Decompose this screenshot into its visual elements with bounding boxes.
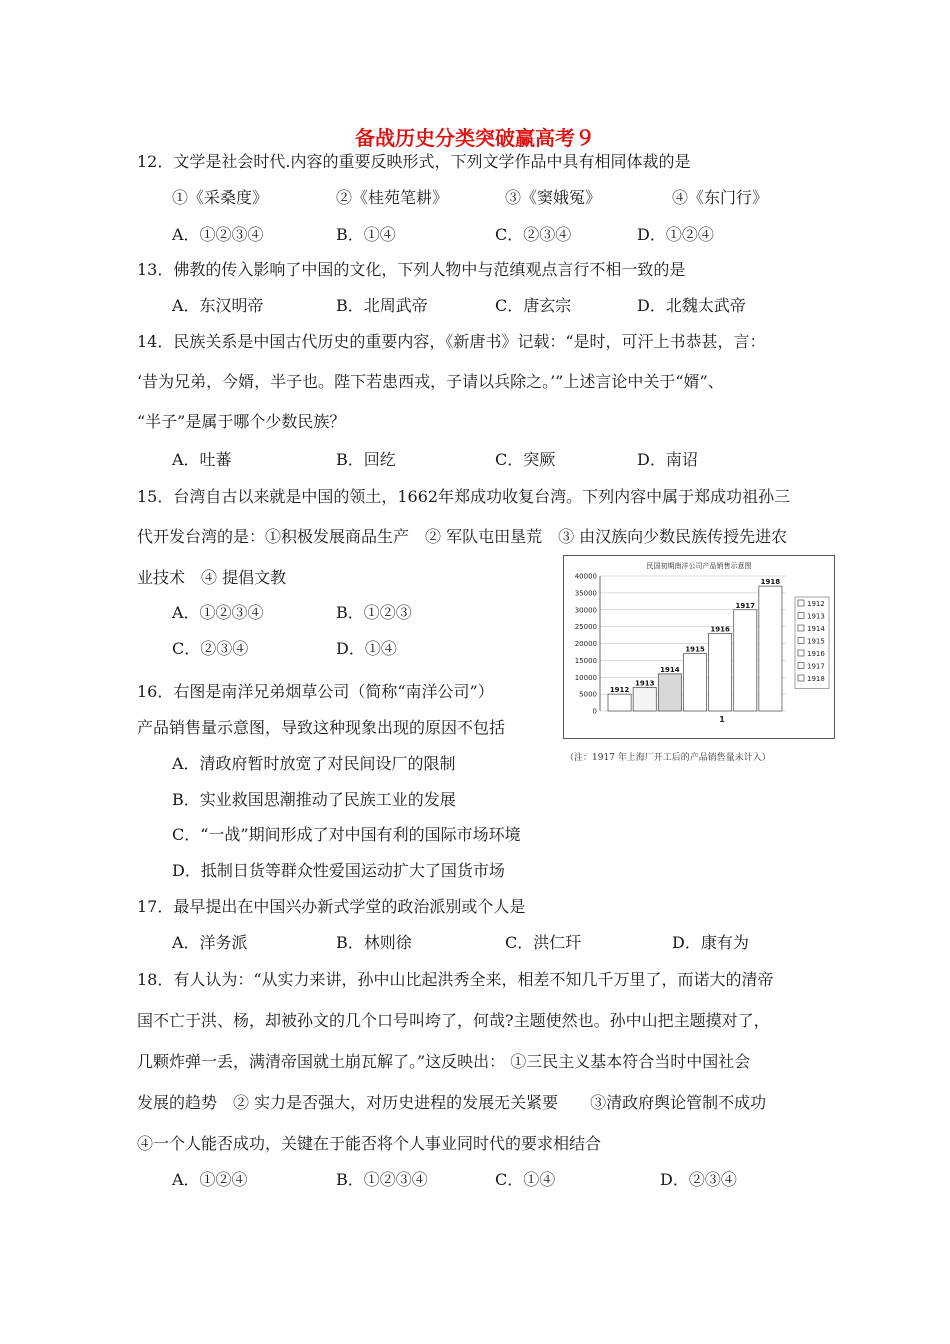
bar-1917 bbox=[734, 610, 757, 711]
question-14-stem-line-1: 14．民族关系是中国古代历史的重要内容，《新唐书》记载：“是时，可汗上书恭甚，言： bbox=[137, 332, 766, 351]
question-17-stem: 17．最早提出在中国兴办新式学堂的政治派别或个人是 bbox=[137, 897, 526, 916]
q18-option-a: A．①②④ bbox=[172, 1170, 248, 1189]
q18-option-c: C．①④ bbox=[495, 1170, 556, 1189]
y-tick-label: 10000 bbox=[574, 673, 597, 682]
q14-option-a: A．吐蕃 bbox=[172, 450, 232, 469]
q17-option-c: C．洪仁玕 bbox=[505, 933, 582, 952]
bar-label-1914: 1914 bbox=[660, 665, 680, 674]
y-tick-label: 20000 bbox=[574, 640, 597, 648]
question-18-stem-line-1: 18．有人认为：“从实力来讲，孙中山比起洪秀全来，相差不知几千万里了，而诺大的清帝 bbox=[137, 970, 774, 989]
sales-chart-svg bbox=[564, 556, 834, 738]
q16-option-c: C．“一战”期间形成了对中国有利的国际市场环境 bbox=[172, 825, 521, 844]
legend-swatch bbox=[798, 650, 804, 656]
q15-option-a: A．①②③④ bbox=[172, 603, 264, 622]
question-18-stem-line-4: 发展的趋势 ② 实力是否强大，对历史进程的发展无关紧要 ③清政府舆论管制不成功 bbox=[137, 1093, 767, 1112]
bar-label-1916: 1916 bbox=[710, 625, 730, 634]
q16-option-b: B．实业救国思潮推动了民族工业的发展 bbox=[172, 790, 456, 809]
legend-entry: 1916 bbox=[807, 650, 825, 658]
bar-1914 bbox=[658, 674, 681, 711]
legend-entry: 1917 bbox=[807, 662, 825, 671]
legend-entry: 1912 bbox=[807, 600, 825, 608]
bar-label-1918: 1918 bbox=[760, 578, 781, 587]
sales-chart bbox=[563, 555, 835, 739]
bar-1915 bbox=[683, 654, 706, 711]
bar-label-1915: 1915 bbox=[685, 645, 705, 654]
legend-entry: 1914 bbox=[807, 625, 825, 633]
bar-1918 bbox=[759, 586, 782, 711]
question-15-stem-line-2: 代开发台湾的是：①积极发展商品生产 ② 军队屯田垦荒 ③ 由汉族向少数民族传授先进农 bbox=[137, 527, 788, 546]
question-15-stem-line-3: 业技术 ④ 提倡文教 bbox=[137, 568, 287, 587]
q12-item-2: ②《桂苑笔耕》 bbox=[336, 188, 449, 207]
q13-option-b: B．北周武帝 bbox=[336, 296, 428, 315]
q12-option-a: A．①②③④ bbox=[172, 225, 264, 244]
chart-title: 民国初期南洋公司产品销售示意图 bbox=[646, 562, 752, 570]
question-18-stem-line-2: 国不亡于洪、杨，却被孙文的几个口号叫垮了，何哉?主题使然也。孙中山把主题摸对了， bbox=[137, 1011, 770, 1030]
question-14-stem-line-3: “半子”是属于哪个少数民族？ bbox=[137, 412, 346, 431]
q13-option-a: A．东汉明帝 bbox=[172, 296, 264, 315]
q12-item-4: ④《东门行》 bbox=[672, 188, 769, 207]
y-tick-label: 5000 bbox=[579, 690, 597, 699]
q17-option-b: B．林则徐 bbox=[336, 933, 412, 952]
bar-1912 bbox=[608, 694, 631, 711]
q16-option-d: D．抵制日货等群众性爱国运动扩大了国货市场 bbox=[172, 861, 505, 880]
legend-entry: 1915 bbox=[807, 637, 825, 646]
y-tick-label: 25000 bbox=[574, 623, 597, 632]
q12-option-c: C．②③④ bbox=[495, 225, 572, 244]
bar-label-1913: 1913 bbox=[634, 679, 655, 688]
legend-swatch bbox=[798, 600, 804, 606]
q15-option-d: D．①④ bbox=[336, 639, 397, 658]
q12-option-b: B．①④ bbox=[336, 225, 396, 244]
q16-option-a: A．清政府暂时放宽了对民间设厂的限制 bbox=[172, 754, 456, 773]
y-tick-label: 35000 bbox=[574, 589, 597, 598]
chart-note: （注：1917 年上海厂开工后的产品销售量未计入） bbox=[565, 753, 771, 763]
q15-option-c: C．②③④ bbox=[172, 639, 249, 658]
q17-option-d: D．康有为 bbox=[672, 933, 749, 952]
q14-option-d: D．南诏 bbox=[637, 450, 698, 469]
bar-label-1917: 1917 bbox=[735, 601, 756, 610]
q12-item-1: ①《采桑度》 bbox=[172, 188, 269, 207]
bar-1913 bbox=[633, 687, 656, 711]
legend-entry: 1918 bbox=[807, 675, 825, 683]
q12-item-3: ③《窦娥冤》 bbox=[505, 188, 602, 207]
q18-option-d: D．②③④ bbox=[660, 1170, 737, 1189]
question-12-stem: 12．文学是社会时代.内容的重要反映形式，下列文学作品中具有相同体裁的是 bbox=[137, 152, 691, 171]
legend-swatch bbox=[798, 675, 804, 681]
question-16-stem-line-2: 产品销售量示意图，导致这种现象出现的原因不包括 bbox=[137, 718, 506, 737]
q14-option-c: C．突厥 bbox=[495, 450, 556, 469]
page-title: 备战历史分类突破赢高考９ bbox=[355, 126, 595, 150]
bar-label-1912: 1912 bbox=[609, 686, 630, 695]
legend-swatch bbox=[798, 625, 804, 631]
q17-option-a: A．洋务派 bbox=[172, 933, 248, 952]
question-16-stem-line-1: 16．右图是南洋兄弟烟草公司（简称“南洋公司”） bbox=[137, 682, 494, 701]
q13-option-d: D．北魏太武帝 bbox=[637, 296, 746, 315]
question-18-stem-line-5: ④一个人能否成功，关键在于能否将个人事业同时代的要求相结合 bbox=[137, 1134, 602, 1153]
y-tick-label: 15000 bbox=[574, 656, 597, 665]
question-14-stem-line-2: ‘昔为兄弟，今婿，半子也。陛下若患西戎，子请以兵除之。’”上述言论中关于“婿”、 bbox=[137, 372, 724, 391]
question-18-stem-line-3: 几颗炸弹一丢，满清帝国就土崩瓦解了。”这反映出： ①三民主义基本符合当时中国社会 bbox=[137, 1052, 751, 1071]
legend-swatch bbox=[798, 613, 804, 619]
legend-swatch bbox=[798, 663, 804, 669]
q13-option-c: C．唐玄宗 bbox=[495, 296, 572, 315]
y-tick-label: 0 bbox=[592, 707, 597, 716]
x-axis-label: 1 bbox=[719, 715, 725, 724]
q14-option-b: B．回纥 bbox=[336, 450, 396, 469]
legend-swatch bbox=[798, 638, 804, 644]
y-tick-label: 30000 bbox=[574, 606, 597, 615]
q12-option-d: D．①②④ bbox=[637, 225, 714, 244]
y-tick-label: 40000 bbox=[574, 572, 597, 581]
legend-entry: 1913 bbox=[807, 612, 825, 621]
question-15-stem-line-1: 15．台湾自古以来就是中国的领土，1662年郑成功收复台湾。下列内容中属于郑成功祖孙三 bbox=[137, 487, 791, 506]
question-13-stem: 13．佛教的传入影响了中国的文化，下列人物中与范缜观点言行不相一致的是 bbox=[137, 260, 686, 279]
q18-option-b: B．①②③④ bbox=[336, 1170, 428, 1189]
q15-option-b: B．①②③ bbox=[336, 603, 412, 622]
bar-1916 bbox=[709, 633, 732, 711]
